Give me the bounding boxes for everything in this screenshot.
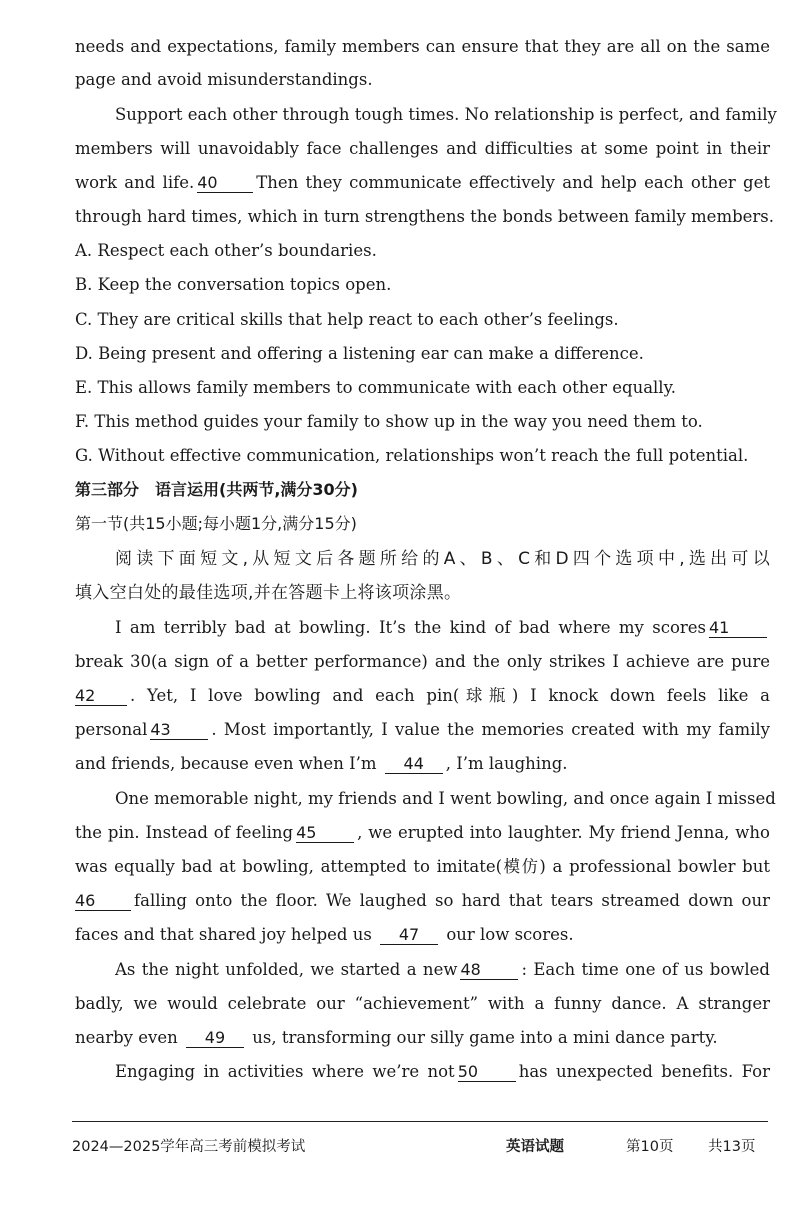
text-fragment: I am terribly bad at bowling. It’s the kind of bad where my scores: [115, 618, 706, 637]
text-line: Support each other through tough times. No relationship is perfect, and family: [115, 105, 777, 124]
text-fragment: and friends, because even when I’m: [75, 754, 377, 773]
option-c: C. They are critical skills that help react to each other’s feelings.: [75, 310, 619, 329]
text-line: through hard times, which in turn strengthens the bonds between family members.: [75, 207, 775, 226]
answer-blank-41: 41: [709, 619, 767, 638]
text-line: needs and expectations, family members can ensure that they are all on the same: [75, 37, 770, 56]
text-line: [75, 172, 770, 194]
text-fragment: , I’m laughing.: [445, 754, 568, 773]
answer-blank-48: 48: [460, 961, 518, 980]
answer-blank-43: 43: [150, 721, 208, 740]
text-line: [75, 719, 770, 741]
option-e: E. This allows family members to communicate with each other equally.: [75, 378, 676, 397]
footer-subject: 英语试题: [506, 1139, 564, 1155]
instruction-line: 阅读下面短文,从短文后各题所给的A、B、C和D四个选项中,选出可以: [115, 549, 770, 569]
text-line: [75, 890, 770, 912]
text-fragment: has unexpected benefits. For: [518, 1062, 770, 1081]
answer-blank-50: 50: [458, 1063, 516, 1082]
text-fragment: Engaging in activities where we’re not: [115, 1062, 455, 1081]
answer-blank-47: 47: [380, 926, 438, 945]
text-line: break 30(a sign of a better performance) and the only strikes I achieve are pure: [75, 652, 770, 671]
answer-blank-40: 40: [197, 174, 253, 193]
text-line: [75, 822, 770, 844]
footer-page-total: 共13页: [708, 1139, 756, 1155]
option-d: D. Being present and offering a listening ear can make a difference.: [75, 344, 644, 363]
text-fragment: Then they communicate effectively and help each other get: [256, 173, 770, 192]
instruction-line: 填入空白处的最佳选项,并在答题卡上将该项涂黑。: [75, 583, 462, 603]
text-fragment: faces and that shared joy helped us: [75, 925, 372, 944]
text-fragment: . Most importantly, I value the memories created with my family: [211, 720, 770, 739]
text-line: One memorable night, my friends and I went bowling, and once again I missed: [115, 789, 776, 808]
answer-blank-45: 45: [296, 824, 354, 843]
option-g: G. Without effective communication, relationships won’t reach the full potential.: [75, 446, 749, 465]
footer-exam-name: 2024—2025学年高三考前模拟考试: [72, 1139, 306, 1155]
text-fragment: personal: [75, 720, 148, 739]
subsection-title: 第一节(共15小题;每小题1分,满分15分): [75, 514, 357, 533]
answer-blank-44: 44: [385, 755, 443, 774]
text-fragment: falling onto the floor. We laughed so hard that tears streamed down our: [134, 891, 770, 910]
text-line: [115, 1061, 770, 1083]
text-line: [75, 685, 770, 707]
answer-blank-46: 46: [75, 892, 131, 911]
text-line: [75, 753, 770, 775]
text-line: [115, 959, 770, 981]
text-line: was equally bad at bowling, attempted to imitate(模仿) a professional bowler but: [75, 857, 770, 876]
text-fragment: us, transforming our silly game into a mini dance party.: [252, 1028, 718, 1047]
text-fragment: work and life.: [75, 173, 195, 192]
footer-divider: [72, 1121, 768, 1122]
text-fragment: , we erupted into laughter. My friend Jenna, who: [357, 823, 770, 842]
text-line: members will unavoidably face challenges and difficulties at some point in their: [75, 139, 770, 158]
answer-blank-42: 42: [75, 687, 127, 706]
text-line: [115, 617, 770, 639]
text-fragment: the pin. Instead of feeling: [75, 823, 294, 842]
option-f: F. This method guides your family to show up in the way you need them to.: [75, 412, 703, 431]
text-line: [75, 1027, 770, 1049]
text-fragment: . Yet, I love bowling and each pin(球瓶) I knock down feels like a: [130, 686, 770, 705]
text-line: badly, we would celebrate our “achievement” with a funny dance. A stranger: [75, 994, 770, 1013]
text-fragment: As the night unfolded, we started a new: [115, 960, 458, 979]
text-line: [75, 924, 770, 946]
footer-page-number: 第10页: [626, 1139, 674, 1155]
text-fragment: our low scores.: [446, 925, 574, 944]
option-a: A. Respect each other’s boundaries.: [75, 241, 377, 260]
text-fragment: : Each time one of us bowled: [521, 960, 770, 979]
text-fragment: nearby even: [75, 1028, 178, 1047]
section-title: 第三部分 语言运用(共两节,满分30分): [75, 480, 358, 499]
text-line: page and avoid misunderstandings.: [75, 70, 373, 89]
option-b: B. Keep the conversation topics open.: [75, 275, 392, 294]
answer-blank-49: 49: [186, 1029, 244, 1048]
